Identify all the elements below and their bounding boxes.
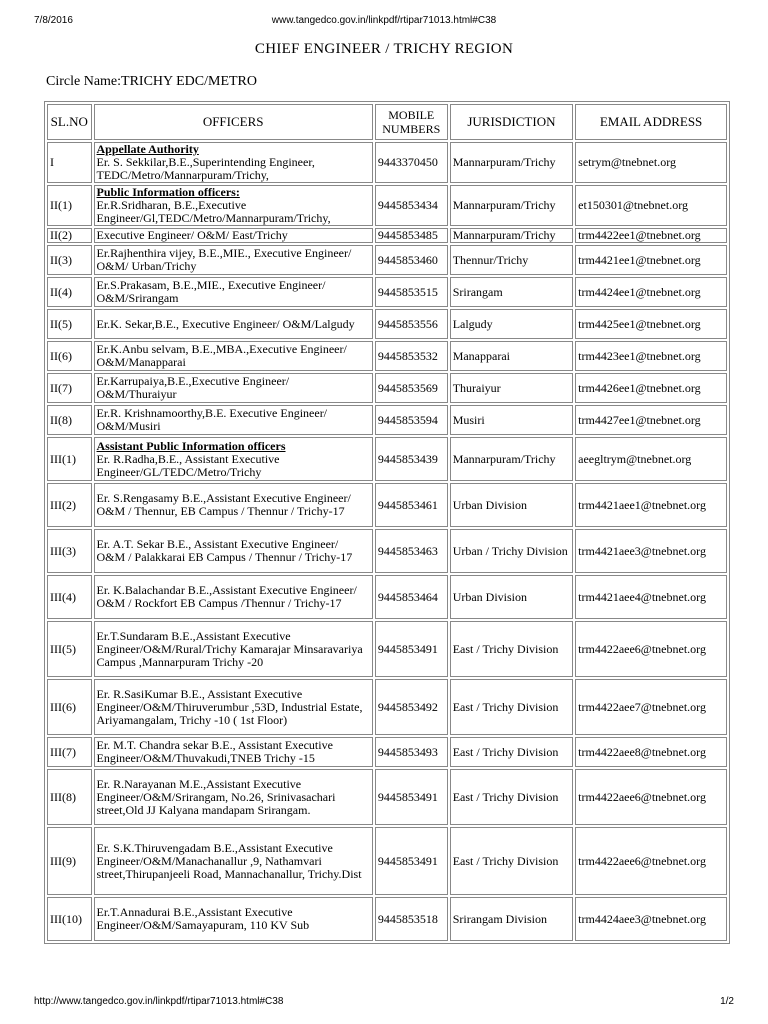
cell-jurisdiction: East / Trichy Division: [450, 621, 573, 677]
cell-officer: [94, 827, 373, 895]
cell-officer: [94, 142, 373, 183]
cell-mobile: 9445853492: [375, 679, 448, 735]
cell-sl: I: [47, 142, 92, 183]
cell-sl: III(8): [47, 769, 92, 825]
header-jurisdiction: JURISDICTION: [450, 104, 573, 140]
cell-email: trm4421aee3@tnebnet.org: [575, 529, 727, 573]
cell-sl: II(2): [47, 228, 92, 243]
officer-text: Er.T.Annadurai B.E.,Assistant Executive Engineer/O&M/Samayapuram, 110 KV Sub: [96, 905, 310, 932]
cell-mobile: 9445853518: [375, 897, 448, 941]
page-number: 1/2: [720, 996, 734, 1007]
header-sl: SL.NO: [47, 104, 92, 140]
cell-email: aeegltrym@tnebnet.org: [575, 437, 727, 481]
cell-officer: [94, 679, 373, 735]
cell-email: et150301@tnebnet.org: [575, 185, 727, 226]
officer-text: Er.K.Anbu selvam, B.E.,MBA.,Executive Engineer/ O&M/Manapparai: [96, 342, 347, 369]
cell-email: trm4421aee4@tnebnet.org: [575, 575, 727, 619]
officer-text: Er. M.T. Chandra sekar B.E., Assistant Executive Engineer/O&M/Thuvakudi,TNEB Trichy -15: [96, 738, 333, 765]
cell-mobile: 9445853515: [375, 277, 448, 307]
cell-sl: III(2): [47, 483, 92, 527]
cell-email: trm4422aee6@tnebnet.org: [575, 827, 727, 895]
cell-sl: II(8): [47, 405, 92, 435]
cell-email: trm4425ee1@tnebnet.org: [575, 309, 727, 339]
cell-jurisdiction: East / Trichy Division: [450, 769, 573, 825]
cell-email: trm4421ee1@tnebnet.org: [575, 245, 727, 275]
officer-text: Er. A.T. Sekar B.E., Assistant Executive Engineer/ O&M / Palakkarai EB Campus / Thennur / Trichy-17: [96, 537, 353, 564]
cell-jurisdiction: Lalgudy: [450, 309, 573, 339]
cell-jurisdiction: Srirangam: [450, 277, 573, 307]
cell-email: setrym@tnebnet.org: [575, 142, 727, 183]
cell-sl: II(5): [47, 309, 92, 339]
cell-jurisdiction: Mannarpuram/Trichy: [450, 142, 573, 183]
cell-email: trm4427ee1@tnebnet.org: [575, 405, 727, 435]
cell-sl: II(4): [47, 277, 92, 307]
cell-sl: III(1): [47, 437, 92, 481]
officer-text: Er. S. Sekkilar,B.E.,Superintending Engineer, TEDC/Metro/Mannarpuram/Trichy,: [96, 155, 315, 182]
cell-sl: II(1): [47, 185, 92, 226]
cell-sl: III(10): [47, 897, 92, 941]
cell-mobile: 9445853493: [375, 737, 448, 767]
officer-text: Executive Engineer/ O&M/ East/Trichy: [96, 228, 288, 242]
cell-jurisdiction: Mannarpuram/Trichy: [450, 437, 573, 481]
print-date: 7/8/2016: [34, 15, 73, 26]
header-email: EMAIL ADDRESS: [575, 104, 727, 140]
table-row: [47, 185, 727, 226]
cell-mobile: 9445853460: [375, 245, 448, 275]
table-row: [47, 437, 727, 481]
cell-sl: III(6): [47, 679, 92, 735]
table-row: [47, 769, 727, 825]
table-row: [47, 575, 727, 619]
table-row: [47, 309, 727, 339]
cell-mobile: 9445853532: [375, 341, 448, 371]
footer-url: http://www.tangedco.gov.in/linkpdf/rtipar71013.html#C38: [34, 996, 284, 1007]
cell-officer: [94, 483, 373, 527]
cell-officer: [94, 185, 373, 226]
cell-officer: [94, 737, 373, 767]
cell-sl: III(4): [47, 575, 92, 619]
officer-text: Er. S.Rengasamy B.E.,Assistant Executive Engineer/ O&M / Thennur, EB Campus / Thennur / Trichy-17: [96, 491, 351, 518]
cell-jurisdiction: Urban / Trichy Division: [450, 529, 573, 573]
cell-email: trm4422aee7@tnebnet.org: [575, 679, 727, 735]
table-row: [47, 142, 727, 183]
cell-jurisdiction: East / Trichy Division: [450, 737, 573, 767]
table-row: [47, 827, 727, 895]
cell-sl: III(5): [47, 621, 92, 677]
table-row: [47, 277, 727, 307]
officer-text: Er.R.Sridharan, B.E.,Executive Engineer/Gl,TEDC/Metro/Mannarpuram/Trichy,: [96, 198, 331, 225]
header-mobile: MOBILE NUMBERS: [375, 104, 448, 140]
cell-sl: II(7): [47, 373, 92, 403]
table-row: [47, 483, 727, 527]
table-row: [47, 341, 727, 371]
officer-text: Er.T.Sundaram B.E.,Assistant Executive Engineer/O&M/Rural/Trichy Kamarajar Minsaravariya Campus ,Mannarpuram Trichy -20: [96, 628, 363, 669]
cell-officer: [94, 769, 373, 825]
cell-mobile: 9445853485: [375, 228, 448, 243]
cell-mobile: 9445853556: [375, 309, 448, 339]
cell-mobile: 9445853491: [375, 769, 448, 825]
cell-officer: [94, 245, 373, 275]
officer-text: Er. S.K.Thiruvengadam B.E.,Assistant Executive Engineer/O&M/Manachanallur ,9, Nathamvari street,Thirupanjeeli Road, Mannachanallur, Trichy.Dist: [96, 840, 362, 881]
cell-officer: [94, 437, 373, 481]
header-officers: OFFICERS: [94, 104, 373, 140]
officers-table: [44, 101, 730, 944]
cell-email: trm4423ee1@tnebnet.org: [575, 341, 727, 371]
circle-name: Circle Name:TRICHY EDC/METRO: [46, 74, 258, 89]
cell-officer: [94, 575, 373, 619]
cell-jurisdiction: Thennur/Trichy: [450, 245, 573, 275]
print-url: www.tangedco.gov.in/linkpdf/rtipar71013.html#C38: [271, 15, 497, 26]
cell-mobile: 9445853463: [375, 529, 448, 573]
officer-text: Er.Karrupaiya,B.E.,Executive Engineer/ O&M/Thuraiyur: [96, 374, 290, 401]
officer-text: Er.Rajhenthira vijey, B.E.,MIE., Executive Engineer/ O&M/ Urban/Trichy: [96, 246, 352, 273]
table-row: [47, 373, 727, 403]
cell-sl: II(6): [47, 341, 92, 371]
officer-text: Er.R. Krishnamoorthy,B.E. Executive Engineer/ O&M/Musiri: [96, 406, 328, 433]
group-heading: Assistant Public Information officers: [96, 438, 286, 453]
cell-sl: III(3): [47, 529, 92, 573]
table-row: [47, 405, 727, 435]
cell-jurisdiction: Manapparai: [450, 341, 573, 371]
cell-jurisdiction: Srirangam Division: [450, 897, 573, 941]
cell-mobile: 9445853569: [375, 373, 448, 403]
officer-text: Er. R.SasiKumar B.E., Assistant Executive Engineer/O&M/Thiruverumbur ,53D, Industrial Estate, Ariyamangalam, Trichy -10 ( 1st Floor): [96, 686, 363, 727]
cell-mobile: 9445853464: [375, 575, 448, 619]
cell-email: trm4422aee8@tnebnet.org: [575, 737, 727, 767]
table-row: [47, 245, 727, 275]
page-title: CHIEF ENGINEER / TRICHY REGION: [254, 41, 514, 57]
group-heading: Appellate Authority: [96, 142, 199, 156]
cell-jurisdiction: Musiri: [450, 405, 573, 435]
group-heading: Public Information officers:: [96, 185, 240, 199]
cell-officer: [94, 277, 373, 307]
cell-jurisdiction: Urban Division: [450, 575, 573, 619]
table-row: [47, 529, 727, 573]
cell-mobile: 9445853594: [375, 405, 448, 435]
cell-jurisdiction: Thuraiyur: [450, 373, 573, 403]
cell-mobile: 9445853461: [375, 483, 448, 527]
cell-email: trm4424aee3@tnebnet.org: [575, 897, 727, 941]
table-header-row: [47, 104, 727, 140]
officer-text: Er. K.Balachandar B.E.,Assistant Executive Engineer/ O&M / Rockfort EB Campus /Thennur / Trichy-17: [96, 583, 357, 610]
cell-email: trm4424ee1@tnebnet.org: [575, 277, 727, 307]
cell-jurisdiction: Mannarpuram/Trichy: [450, 185, 573, 226]
cell-sl: III(9): [47, 827, 92, 895]
cell-mobile: 9445853491: [375, 827, 448, 895]
cell-mobile: 9443370450: [375, 142, 448, 183]
table-row: [47, 621, 727, 677]
officer-text: Er.K. Sekar,B.E., Executive Engineer/ O&M/Lalgudy: [96, 316, 355, 331]
table-row: [47, 897, 727, 941]
table-row: [47, 737, 727, 767]
cell-officer: [94, 228, 373, 243]
cell-officer: [94, 341, 373, 371]
cell-jurisdiction: East / Trichy Division: [450, 827, 573, 895]
cell-mobile: 9445853491: [375, 621, 448, 677]
cell-jurisdiction: East / Trichy Division: [450, 679, 573, 735]
table-row: [47, 679, 727, 735]
cell-sl: III(7): [47, 737, 92, 767]
cell-mobile: 9445853439: [375, 437, 448, 481]
cell-officer: [94, 309, 373, 339]
cell-jurisdiction: Mannarpuram/Trichy: [450, 228, 573, 243]
cell-email: trm4421aee1@tnebnet.org: [575, 483, 727, 527]
cell-officer: [94, 621, 373, 677]
cell-email: trm4422aee6@tnebnet.org: [575, 621, 727, 677]
cell-email: trm4422ee1@tnebnet.org: [575, 228, 727, 243]
cell-email: trm4422aee6@tnebnet.org: [575, 769, 727, 825]
cell-officer: [94, 897, 373, 941]
table-row: [47, 228, 727, 243]
officer-text: Er. R.Narayanan M.E.,Assistant Executive Engineer/O&M/Srirangam, No.26, Srinivasachari street,Old JJ Kalyana mandapam Srirangam.: [96, 776, 336, 817]
cell-jurisdiction: Urban Division: [450, 483, 573, 527]
officer-text: Er. R.Radha,B.E., Assistant Executive Engineer/GL/TEDC/Metro/Trichy: [96, 451, 280, 479]
cell-officer: [94, 405, 373, 435]
officer-text: Er.S.Prakasam, B.E.,MIE., Executive Engineer/ O&M/Srirangam: [96, 278, 326, 305]
cell-officer: [94, 529, 373, 573]
cell-mobile: 9445853434: [375, 185, 448, 226]
cell-sl: II(3): [47, 245, 92, 275]
cell-email: trm4426ee1@tnebnet.org: [575, 373, 727, 403]
cell-officer: [94, 373, 373, 403]
